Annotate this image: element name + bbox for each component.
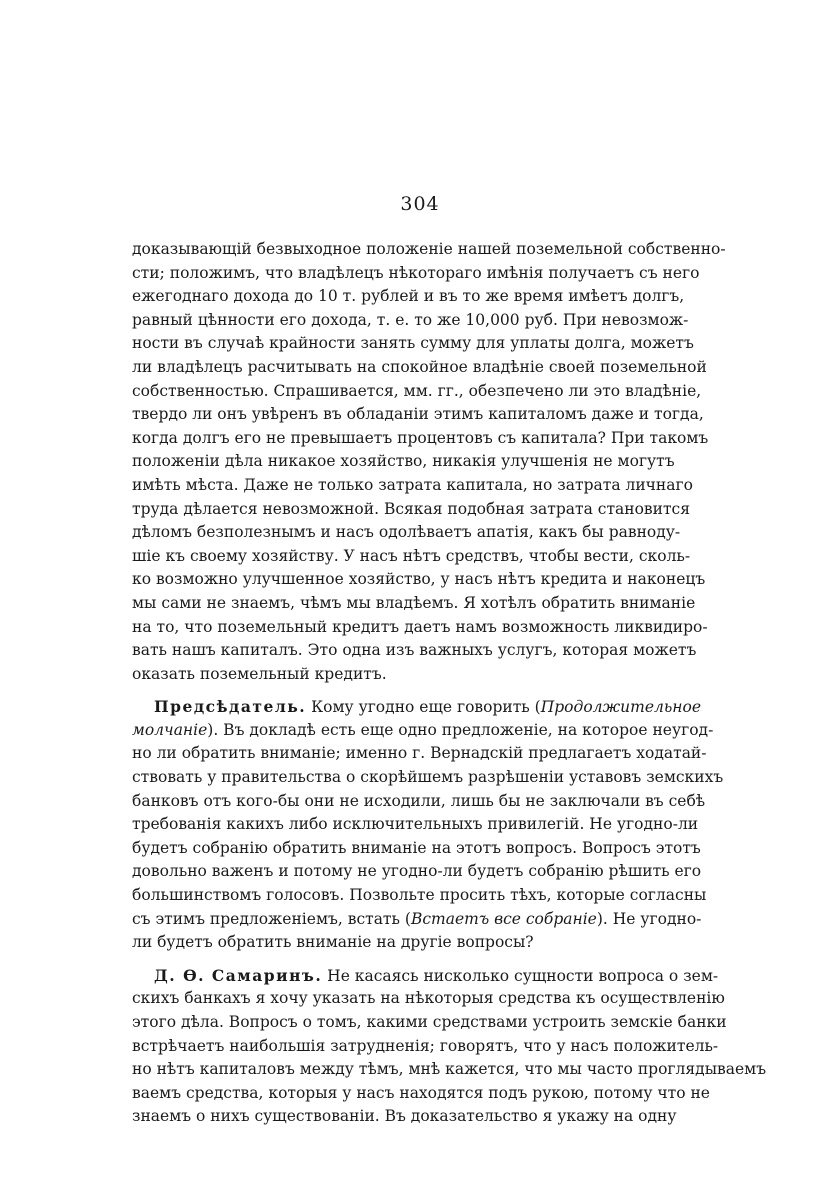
- text-line: ствовать у правительства о скорѣйшемъ разрѣшеніи уставовъ земскихъ: [132, 768, 724, 787]
- text-line: дѣломъ безполезнымъ и насъ одолѣваетъ апатія, какъ бы равноду-: [132, 523, 681, 542]
- text-line: когда долгъ его не превышаетъ процентовъ съ капитала? При такомъ: [132, 428, 709, 447]
- text-line: довольно важенъ и потому не угодно-ли будетъ собранію рѣшить его: [132, 862, 702, 881]
- text-line: знаемъ о нихъ существованіи. Въ доказательство я укажу на одну: [132, 1107, 677, 1126]
- text-line: вать нашъ капиталъ. Это одна изъ важныхъ услугъ, которая можетъ: [132, 641, 697, 660]
- text-line: большинствомъ голосовъ. Позвольте просить тѣхъ, которые согласны: [132, 886, 707, 905]
- text-line: шіе къ своему хозяйству. У насъ нѣтъ средствъ, чтобы вести, сколь-: [132, 546, 691, 565]
- text-line: сти; положимъ, что владѣлецъ нѣкотораго имѣнія получаетъ съ него: [132, 263, 700, 282]
- paragraph: [132, 238, 726, 686]
- text-line: будетъ собранію обратить вниманіе на этотъ вопросъ. Вопросъ этотъ: [132, 838, 701, 857]
- stage-direction: Продолжительное: [540, 698, 702, 717]
- text-line: на то, что поземельный кредитъ даетъ намъ возможность ликвидиро-: [132, 617, 708, 636]
- text-line: [132, 908, 702, 932]
- text-span: Кому угодно еще говорить (: [311, 698, 541, 717]
- text-line: мы сами не знаемъ, чѣмъ мы владѣемъ. Я хотѣлъ обратить вниманіе: [132, 593, 696, 612]
- text-line: труда дѣлается невозможной. Всякая подобная затрата становится: [132, 499, 691, 518]
- text-line: равный цѣнности его дохода, т. е. то же 10,000 руб. При невозмож-: [132, 310, 689, 329]
- text-line: банковъ отъ кого-бы они не исходили, лишь бы не заключали въ себѣ: [132, 791, 706, 810]
- text-line: положеніи дѣла никакое хозяйство, никакія улучшенія не могутъ: [132, 452, 675, 471]
- text-line: ежегоднаго дохода до 10 т. рублей и въ то же время имѣетъ долгъ,: [132, 287, 685, 306]
- text-line: ли владѣлецъ расчитывать на спокойное владѣніе своей поземельной: [132, 357, 707, 376]
- text-line: ваемъ средства, которыя у насъ находятся подъ рукою, потому что не: [132, 1083, 710, 1102]
- text-span: Не касаясь нисколько сущности вопроса о зем-: [327, 966, 719, 985]
- text-line: имѣть мѣста. Даже не только затрата капитала, но затрата личнаго: [132, 475, 693, 494]
- text-line: требованія какихъ либо исключительныхъ привилегій. Не угодно-ли: [132, 815, 699, 834]
- text-line: [132, 719, 714, 743]
- paragraph: [132, 964, 767, 1129]
- speaker-name: Предсѣдатель.: [154, 697, 307, 717]
- page-text: [132, 238, 767, 1129]
- text-line: ко возможно улучшенное хозяйство, у насъ нѣтъ кредита и наконецъ: [132, 570, 706, 589]
- text-line: собственностью. Спрашивается, мм. гг., обезпечено ли это владѣніе,: [132, 381, 702, 400]
- stage-direction: Встаетъ все собраніе: [410, 909, 597, 928]
- paragraph: [132, 695, 724, 955]
- text-line: но ли обратить вниманіе; именно г. Вернадскій предлагаетъ ходатай-: [132, 744, 707, 763]
- text-line: твердо ли онъ увѣренъ въ обладаніи этимъ капиталомъ даже и тогда,: [132, 405, 704, 424]
- text-line: ли будетъ обратить вниманіе на другіе вопросы?: [132, 933, 534, 952]
- text-span: съ этимъ предложеніемъ, встать (: [132, 909, 411, 928]
- text-line: [132, 695, 702, 719]
- text-line: доказывающій безвыходное положеніе нашей поземельной собственно-: [132, 240, 726, 258]
- text-span: ). Въ докладѣ есть еще одно предложеніе, на которое неугод-: [207, 720, 714, 739]
- text-line: ности въ случаѣ крайности занять сумму для уплаты долга, можетъ: [132, 334, 694, 353]
- text-line: [132, 964, 719, 988]
- text-line: но нѣтъ капиталовъ между тѣмъ, мнѣ кажется, что мы часто проглядываемъ: [132, 1060, 767, 1079]
- text-line: оказать поземельный кредитъ.: [132, 664, 387, 683]
- text-line: этого дѣла. Вопросъ о томъ, какими средствами устроить земскіе банки: [132, 1013, 727, 1031]
- text-line: скихъ банкахъ я хочу указать на нѣкоторыя средства къ осуществленію: [132, 989, 725, 1008]
- stage-direction: молчаніе: [132, 720, 208, 739]
- text-span: ). Не угодно-: [596, 909, 702, 928]
- speaker-name: Д. Ѳ. Самаринъ.: [154, 965, 323, 985]
- page-number: 304: [400, 193, 440, 215]
- text-line: встрѣчаетъ наибольшія затрудненія; говорятъ, что у насъ положитель-: [132, 1036, 719, 1055]
